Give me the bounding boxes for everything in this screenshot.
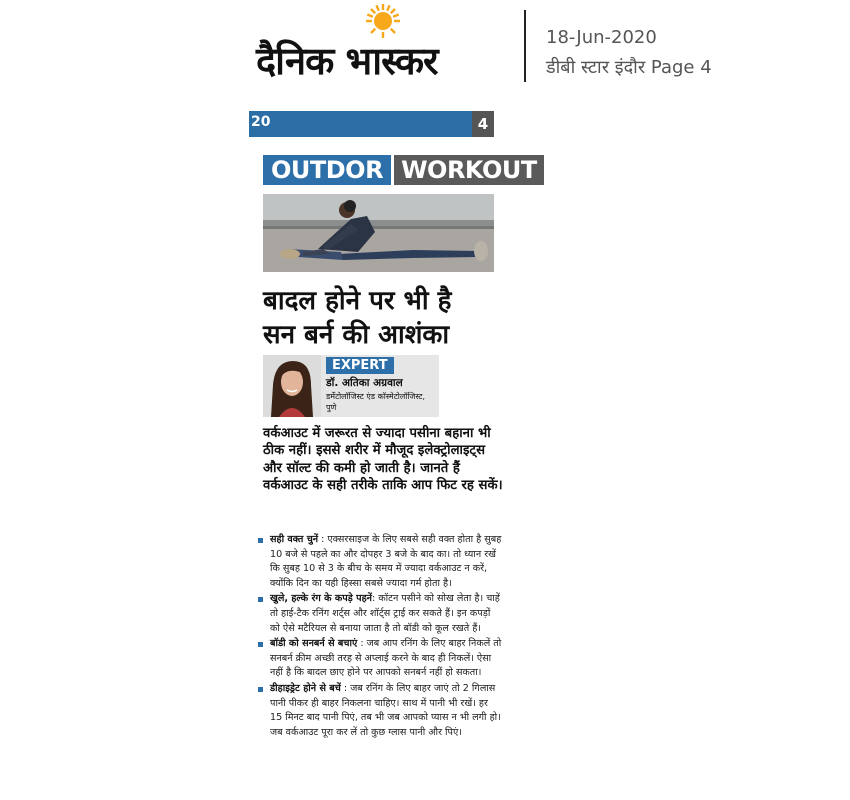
tip-body: : जब रनिंग के लिए बाहर जाएं तो 2 गिलास पानी पीकर ही बाहर निकलना चाहिए। साथ में पानी भी रखें। हर 15 मिनट बाद पानी पिएं, तब भी जब आपको प्यास न भी लगी हो। जब वर्कआउट पूरा कर लें तो कुछ ग्लास पानी और पिएं। [270,682,501,738]
list-item [258,533,502,591]
expert-tag: EXPERT [326,357,394,374]
section-word-2: WORKOUT [394,155,544,185]
newspaper-logo: दैनिक भास्कर [256,39,438,83]
tip-heading: डीहाइड्रेट होने से बचें [270,682,341,694]
tip-body: : जब आप रनिंग के लिए बाहर निकलें तो सनबर्न क्रीम अच्छी तरह से अप्लाई करने के बाद ही निकलें। ऐसा नहीं है कि बादल छाए होने पर आपको सनबर्न नहीं हो सकता। [270,638,502,679]
edition-page: डीबी स्टार इंदौर Page 4 [546,57,712,78]
tip-heading: सही वक्त चुनें [270,534,319,545]
list-item [258,682,502,740]
bullet-square-icon [258,597,263,602]
tip-heading: खुले, हल्के रंग के कपड़े पहनें [270,593,372,605]
bullet-square-icon [258,687,263,692]
headline-line-2: सन बर्न की आशंका [263,320,450,350]
page-strip-left-number: 20 [251,114,271,130]
expert-name: डॉ. अतिका अग्रवाल [326,377,403,389]
tips-list [258,533,502,741]
headline [263,284,503,352]
bullet-square-icon [258,642,263,647]
workout-photo [263,194,494,272]
page-strip [249,111,494,137]
tip-body: : कॉटन पसीने को सोख लेता है। चाहें तो हाई-टैक रनिंग शर्ट्स और शॉर्ट्स ट्राई कर सकते हैं। इन कपड़ों को ऐसे मटैरियल से बनाया जाता है तो बॉडी को कूल रखते हैं। [270,593,500,634]
list-item [258,637,502,681]
bullet-square-icon [258,538,263,543]
masthead-divider [524,10,526,82]
expert-title: डर्मेटोलॉजिस्ट एंड कॉस्मेटोलॉजिस्ट, पुणे [326,392,426,412]
edition-date: 18-Jun-2020 [546,27,657,48]
headline-line-1: बादल होने पर भी है [263,286,452,316]
page-strip-right-number: 4 [472,111,494,137]
section-banner [263,155,544,185]
expert-box [263,355,439,417]
tip-body: : एक्सरसाइज के लिए सबसे सही वक्त होता है सुबह 10 बजे से पहले का और दोपहर 3 बजे के बाद का। तो ध्यान रखें कि सुबह 10 से 3 के बीच के समय में ज्यादा वर्कआउट न करें, क्योंकि दिन का यही हिस्सा सबसे ज्यादा गर्म होता है। [270,534,502,589]
intro-paragraph: वर्कआउट में जरूरत से ज्यादा पसीना बहाना भी ठीक नहीं। इससे शरीर में मौजूद इलेक्ट्रोलाइट्स और सॉल्ट की कमी हो जाती है। जानते हैं वर्कआउट के सही तरीके ताकि आप फिट रह सकें। [263,426,503,494]
masthead [0,0,850,100]
list-item [258,592,502,636]
sun-logo-icon [366,4,400,38]
tip-heading: बॉडी को सनबर्न से बचाएं [270,638,358,650]
expert-portrait [263,355,321,417]
section-word-1: OUTDOR [263,155,391,185]
